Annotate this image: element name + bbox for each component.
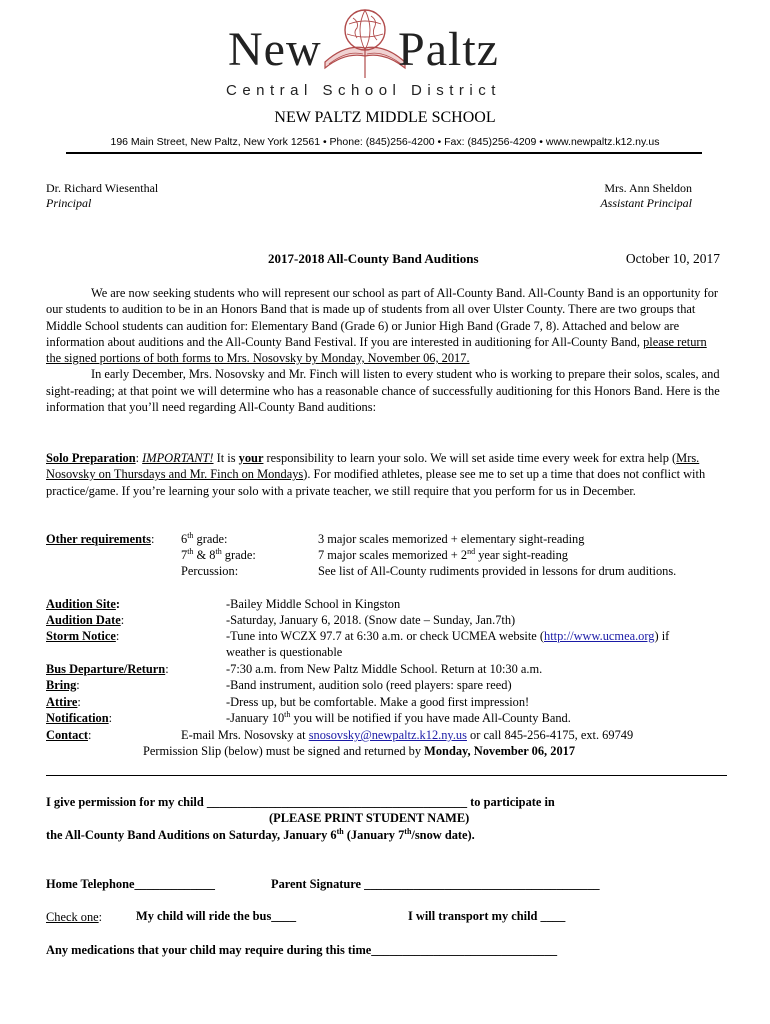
letter-title: 2017-2018 All-County Band Auditions <box>268 251 479 266</box>
permission-note <box>143 743 575 759</box>
g78-a: 7 <box>181 548 188 562</box>
intro-paragraph-1 <box>46 285 722 366</box>
ucmea-link[interactable]: http://www.ucmea.org <box>544 629 655 643</box>
contact-b: or call 845-256-4175, ext. 69749 <box>466 728 634 742</box>
line3-c: /snow date). <box>411 828 475 842</box>
audition-site: -Bailey Middle School in Kingston <box>226 597 401 611</box>
parent-signature-field[interactable]: Parent Signature ______________________________________ <box>271 877 600 891</box>
line3-a: the All-County Band Auditions on Saturday, January 6 <box>46 828 337 842</box>
r2-b: year sight-reading <box>475 548 568 562</box>
r2-a: 7 major scales memorized + 2 <box>318 548 468 562</box>
notification <box>226 710 571 726</box>
storm-notice-label: Storm Notice: <box>46 629 120 643</box>
notif-label-text: Notification <box>46 711 109 725</box>
date-label-text: Audition Date <box>46 613 121 627</box>
district-subtitle: Central School District <box>226 82 501 99</box>
intro-text: We are now seeking students who will represent our school as part of All-County Band. All-County Band is an opportunity for our students to audition to be in an Honors Band that is made up of students from all over Ulster County. There are two groups that Middle School students can audition for: Elementary Band (Grade 6) or Junior High Band (Grade 7, 8). Attached and below are information about auditions and the All-County Band Festival. If you are interested in auditioning for All-County Band, <box>46 286 719 349</box>
audition-date: -Saturday, January 6, 2018. (Snow date – Sunday, Jan.7th) <box>226 613 516 627</box>
permission-line-1 <box>46 795 555 810</box>
g78-sup2: th <box>215 546 222 556</box>
logo-word-right: Paltz <box>398 23 499 76</box>
principal-role: Principal <box>46 196 92 210</box>
contact-label-text: Contact <box>46 728 88 742</box>
transport-option[interactable]: I will transport my child ____ <box>408 909 566 923</box>
important-flag: IMPORTANT! <box>142 451 214 465</box>
solo-text-2: responsibility to learn your solo. We will set aside time every week for extra help ( <box>263 451 677 465</box>
bus-departure: -7:30 a.m. from New Paltz Middle School. Return at 10:30 a.m. <box>226 662 543 676</box>
form-divider <box>46 775 727 776</box>
return-forms-note: please return the signed portions of both forms to Mrs. Nosovsky by Monday, November 06, 2017. <box>46 334 707 366</box>
bus-ride-option[interactable]: My child will ride the bus____ <box>136 909 297 923</box>
check-text: Check one <box>46 910 99 924</box>
storm-label-text: Storm Notice <box>46 629 116 643</box>
attire-label: Attire: <box>46 695 81 709</box>
line1-a: I give permission for my child <box>46 795 207 809</box>
percussion-requirement: See list of All-County rudiments provided in lessons for drum auditions. <box>318 564 677 578</box>
school-address: 196 Main Street, New Paltz, New York 12561 • Phone: (845)256-4200 • Fax: (845)256-4209 • www.newpaltz.k12.ny.us <box>110 136 660 148</box>
site-label-text: Audition Site <box>46 597 116 611</box>
print-name-caption: (PLEASE PRINT STUDENT NAME) <box>269 811 470 825</box>
contact-a: E-mail Mrs. Nosovsky at <box>181 728 309 742</box>
email-link[interactable]: snosovsky@newpaltz.k12.ny.us <box>308 728 467 742</box>
r2-sup: nd <box>467 546 476 556</box>
contact-info <box>181 727 633 743</box>
solo-colon: : <box>135 451 143 465</box>
grade-78-requirement <box>318 547 568 563</box>
solo-label: Solo Preparation <box>46 451 136 465</box>
requirements-label <box>46 531 154 547</box>
line1-b: to participate in <box>467 795 555 809</box>
intro-section <box>46 285 722 415</box>
storm-b: ) if <box>654 629 670 643</box>
assistant-principal-role: Assistant Principal <box>600 196 692 210</box>
audition-date-label: Audition Date: <box>46 613 125 627</box>
bring-label: Bring: <box>46 678 80 692</box>
line3-sup1: th <box>336 826 344 836</box>
storm-notice <box>226 628 669 644</box>
principal-name: Dr. Richard Wiesenthal <box>46 181 159 195</box>
home-telephone-field[interactable]: Home Telephone_____________ <box>46 877 216 891</box>
g6-rest: grade: <box>193 532 228 546</box>
intro-paragraph-2: In early December, Mrs. Nosovsky and Mr. Finch will listen to every student who is working to prepare their solos, scales, and sight-reading; at that point we will determine who has a reasonable chance of successfully auditioning for this Honors Band. Here is the information that you’ll need regarding All-County Band auditions: <box>46 367 720 415</box>
bus-label-text: Bus Departure/Return <box>46 662 166 676</box>
letter-date: October 10, 2017 <box>625 251 720 266</box>
principal-block <box>46 181 158 211</box>
assistant-principal-name: Mrs. Ann Sheldon <box>604 181 692 195</box>
medications-field[interactable]: Any medications that your child may require during this time______________________________ <box>46 943 558 957</box>
bring-items: -Band instrument, audition solo (reed players: spare reed) <box>226 678 512 692</box>
logo-word-left: New <box>228 23 322 76</box>
requirements-colon: : <box>150 532 155 546</box>
grade-6-label <box>181 531 228 547</box>
extra-help-times: Mrs. Nosovsky on Thursdays and Mr. Finch on Mondays <box>46 451 700 482</box>
g6-sup: th <box>187 530 194 540</box>
requirements-label-text: Other requirements <box>46 532 151 546</box>
permission-line-3 <box>46 828 475 843</box>
percussion-label: Percussion: <box>181 564 239 578</box>
g78-rest: grade: <box>221 548 256 562</box>
attire-label-text: Attire <box>46 695 78 709</box>
solo-text-3: ). For modified athletes, please see me to set up a time that does not conflict with practice/game. If you’re learning your solo with a private teacher, we still require that you perform for us in December. <box>46 467 706 498</box>
permission-a: Permission Slip (below) must be signed and returned by <box>143 744 425 758</box>
grade-78-label <box>181 547 256 563</box>
notif-b: you will be notified if you have made All-County Band. <box>290 711 571 725</box>
notification-label: Notification: <box>46 711 113 725</box>
audition-site-label: Audition Site: <box>46 597 121 611</box>
check-colon: : <box>98 910 103 924</box>
student-name-blank[interactable]: __________________________________________ <box>206 795 468 809</box>
g6-num: 6 <box>181 532 188 546</box>
attire: -Dress up, but be comfortable. Make a good first impression! <box>226 695 530 709</box>
check-one-label <box>46 909 102 925</box>
bring-label-text: Bring <box>46 678 77 692</box>
solo-text-1: It is <box>213 451 239 465</box>
line3-b: (January 7 <box>343 828 405 842</box>
notif-a: -January 10 <box>226 711 285 725</box>
solo-preparation-section <box>46 450 722 499</box>
storm-notice-cont: weather is questionable <box>226 645 343 659</box>
contact-label: Contact: <box>46 728 92 742</box>
your-emphasis: your <box>238 451 264 465</box>
g78-mid: & 8 <box>193 548 216 562</box>
assistant-principal-block <box>600 181 692 211</box>
grade-6-requirement: 3 major scales memorized + elementary sight-reading <box>318 532 585 546</box>
g78-sup1: th <box>187 546 194 556</box>
storm-a: -Tune into WCZX 97.7 at 6:30 a.m. or check UCMEA website ( <box>226 629 544 643</box>
letterhead-divider <box>66 152 702 154</box>
bus-label: Bus Departure/Return: <box>46 662 169 676</box>
line3-sup2: th <box>404 826 412 836</box>
notif-sup: th <box>284 709 291 719</box>
school-name: NEW PALTZ MIDDLE SCHOOL <box>274 109 496 126</box>
permission-deadline: Monday, November 06, 2017 <box>424 744 576 758</box>
